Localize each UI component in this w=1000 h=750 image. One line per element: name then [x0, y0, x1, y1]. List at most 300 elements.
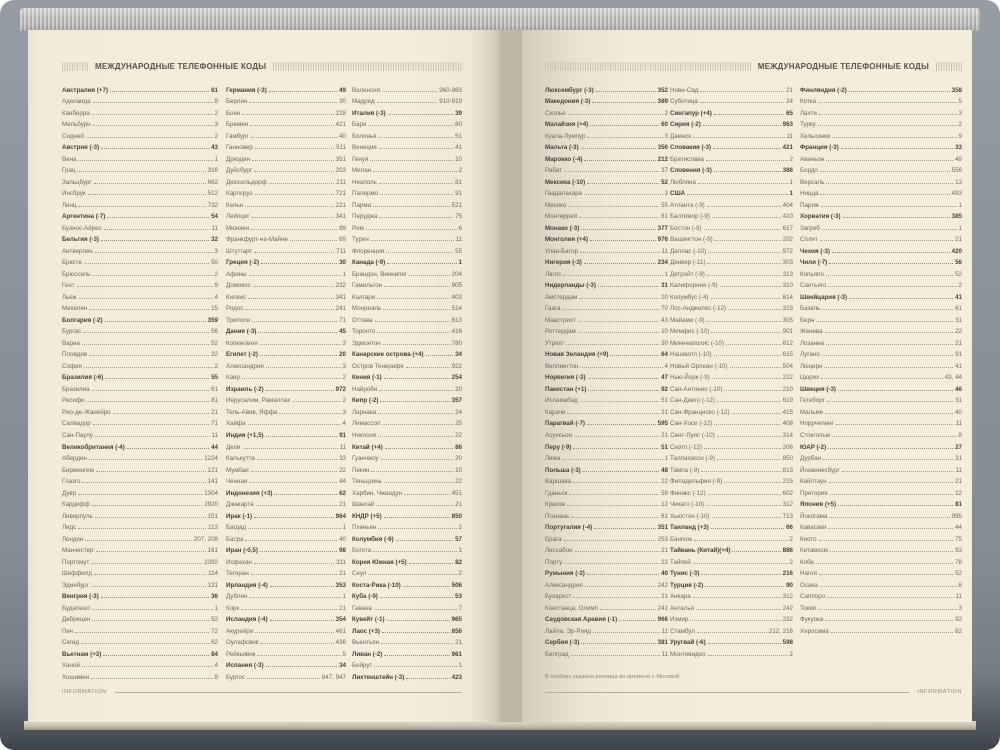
dot-leader — [255, 148, 334, 149]
code-entry — [62, 646, 218, 658]
codes-columns — [62, 82, 462, 681]
dot-leader — [720, 286, 781, 287]
entry-name: Гетеборг — [800, 397, 825, 405]
entry-name: Измир — [670, 616, 689, 624]
entry-code: 21 — [955, 236, 962, 244]
entry-name: Каир — [226, 374, 240, 382]
entry-code: 2 — [789, 558, 793, 566]
code-entry — [545, 255, 668, 267]
entry-code: 91 — [339, 431, 346, 439]
entry-code: 41 — [955, 362, 962, 370]
code-entry — [670, 232, 793, 244]
code-entry — [670, 128, 793, 140]
entry-code: 21 — [661, 431, 668, 439]
right-page — [500, 30, 972, 722]
entry-name: Чехия (-3) — [800, 247, 830, 255]
entry-name: Дуйсбург — [226, 167, 253, 175]
dot-leader — [388, 114, 454, 115]
entry-name: Гавана — [352, 604, 372, 612]
entry-name: Бейрут — [352, 662, 373, 670]
entry-code: 51 — [661, 397, 668, 405]
code-entry — [352, 117, 462, 129]
entry-code: 354 — [335, 616, 346, 624]
entry-code: 359 — [207, 316, 218, 324]
dot-leader — [292, 401, 340, 402]
code-entry — [226, 393, 346, 405]
entry-code: 21 — [955, 339, 962, 347]
dot-leader — [821, 206, 957, 207]
entry-code: 512 — [207, 190, 218, 198]
entry-name: Монтеррей — [545, 213, 578, 221]
page-footer — [545, 689, 962, 695]
entry-name: Портсмут — [62, 558, 90, 566]
entry-code: 31 — [955, 316, 962, 324]
entry-code: 234 — [657, 259, 668, 267]
entry-name: Анталья — [670, 604, 694, 612]
dot-leader — [382, 91, 437, 92]
code-entry — [800, 289, 962, 301]
code-entry — [670, 393, 793, 405]
dot-leader — [584, 263, 656, 264]
dot-leader — [92, 114, 213, 115]
code-entry — [670, 105, 793, 117]
dot-leader — [266, 436, 338, 437]
entry-code: 215 — [782, 478, 793, 486]
entry-name: Монако (-3) — [545, 224, 580, 232]
dot-leader — [687, 194, 787, 195]
entry-name: Чикаго (-10) — [670, 501, 705, 509]
entry-code: 21 — [661, 593, 668, 601]
entry-code: 21 — [339, 570, 346, 578]
entry-name: Парагвай (-7) — [545, 420, 585, 428]
entry-code: 21 — [786, 86, 793, 94]
dot-leader — [255, 632, 334, 633]
code-entry — [226, 600, 346, 612]
dot-leader — [374, 666, 456, 667]
entry-name: Гамильтон — [352, 282, 383, 290]
entry-code: 5 — [958, 98, 962, 106]
entry-code: 60 — [661, 121, 668, 129]
code-entry — [545, 105, 668, 117]
entry-name: Сент-Луис (-10) — [670, 431, 715, 439]
entry-code: 6 — [458, 224, 462, 232]
code-entry — [226, 82, 346, 94]
entry-code: 323 — [782, 305, 793, 313]
entry-name: Ларнака — [352, 408, 377, 416]
dot-leader — [385, 448, 453, 449]
entry-code: 20 — [339, 351, 346, 359]
entry-code: 21 — [455, 639, 462, 647]
entry-code: 55 — [455, 247, 462, 255]
code-entry — [352, 255, 462, 267]
entry-name: Палермо — [352, 190, 379, 198]
entry-name: Чили (-7) — [800, 259, 828, 267]
entry-code: 1 — [664, 270, 668, 278]
entry-code: 732 — [207, 201, 218, 209]
entry-code: 1 — [342, 524, 346, 532]
entry-code: 5 — [342, 650, 346, 658]
entry-name: Дамаск — [670, 132, 692, 140]
entry-name: Богота — [352, 547, 372, 555]
dot-leader — [717, 459, 781, 460]
dot-leader — [89, 355, 209, 356]
entry-code: 3 — [958, 109, 962, 117]
entry-code: 613 — [451, 316, 462, 324]
entry-name: Ганновер — [226, 144, 253, 152]
dot-leader — [254, 517, 334, 518]
code-entry — [800, 301, 962, 313]
dot-leader — [704, 229, 781, 230]
entry-code: 617 — [782, 224, 793, 232]
dot-leader — [571, 655, 660, 656]
code-entry — [670, 508, 793, 520]
dot-leader — [831, 632, 953, 633]
dot-leader — [829, 517, 949, 518]
dot-leader — [245, 540, 337, 541]
dot-leader — [377, 102, 437, 103]
codes-column — [545, 82, 668, 658]
dot-leader — [368, 574, 456, 575]
entry-code: 511 — [336, 144, 346, 152]
entry-name: Килкис — [226, 293, 246, 301]
code-entry — [545, 623, 668, 635]
entry-name: София — [62, 362, 82, 370]
code-entry — [800, 232, 962, 244]
entry-name: Нигерия (-3) — [545, 259, 582, 267]
entry-name: Калькутта — [226, 455, 255, 463]
entry-code: 211 — [336, 178, 346, 186]
code-entry — [800, 220, 962, 232]
page-header — [545, 60, 962, 73]
dot-leader — [96, 551, 206, 552]
dot-leader — [714, 171, 781, 172]
dot-leader — [714, 424, 780, 425]
dot-leader — [697, 632, 767, 633]
dot-leader — [88, 194, 206, 195]
entry-name: Флоренция — [352, 247, 385, 255]
dot-leader — [829, 482, 954, 483]
dot-leader — [568, 206, 659, 207]
left-page — [28, 30, 500, 722]
code-entry — [545, 266, 668, 278]
dot-leader — [594, 528, 655, 529]
dot-leader — [701, 574, 780, 575]
code-entry — [670, 451, 793, 463]
entry-name: Домокос — [226, 282, 251, 290]
code-entry — [62, 324, 218, 336]
entry-code: 20 — [661, 293, 668, 301]
dot-leader — [698, 183, 788, 184]
entry-name: Бухарест — [545, 593, 572, 601]
entry-name: Балтимор (-9) — [670, 213, 710, 221]
code-entry — [352, 566, 462, 578]
entry-code: 22 — [339, 466, 346, 474]
entry-code: 386 — [782, 167, 793, 175]
entry-name: Абердин — [62, 455, 87, 463]
code-entry — [800, 474, 962, 486]
code-entry — [62, 520, 218, 532]
entry-name: Испания (-3) — [226, 662, 264, 670]
dot-leader — [829, 263, 953, 264]
entry-code: 2 — [214, 270, 218, 278]
entry-code: 82 — [955, 627, 962, 635]
dot-leader — [826, 160, 953, 161]
code-entry — [670, 404, 793, 416]
entry-name: Ченнаи — [226, 478, 248, 486]
dot-leader — [581, 229, 655, 230]
dot-leader — [256, 505, 338, 506]
entry-code: 303 — [782, 259, 793, 267]
entry-code: 15 — [211, 305, 218, 313]
dot-leader — [373, 171, 456, 172]
entry-name: Мумбаи — [226, 466, 249, 474]
entry-name: Франция (-3) — [800, 144, 839, 152]
entry-code: 253 — [657, 535, 668, 543]
entry-code: 131 — [207, 581, 218, 589]
code-entry — [352, 174, 462, 186]
entry-code: 595 — [657, 420, 668, 428]
dot-leader — [842, 471, 954, 472]
entry-name: Буэнос-Айрес — [62, 224, 102, 232]
dot-leader — [82, 344, 209, 345]
entry-name: Вашингтон (-9) — [670, 236, 713, 244]
entry-name: Дрезден — [226, 155, 251, 163]
code-entry — [545, 197, 668, 209]
code-entry — [670, 117, 793, 129]
entry-name: Лагос — [545, 270, 562, 278]
code-entry — [226, 635, 346, 647]
entry-code: 2 — [458, 570, 462, 578]
code-entry — [226, 531, 346, 543]
dot-leader — [378, 413, 453, 414]
code-entry — [800, 312, 962, 324]
dot-leader — [819, 574, 953, 575]
entry-name: Сеул — [352, 570, 367, 578]
dot-leader — [562, 459, 662, 460]
entry-code: 780 — [451, 339, 462, 347]
code-entry — [352, 393, 462, 405]
code-entry — [226, 174, 346, 186]
code-entry — [670, 623, 793, 635]
dot-leader — [825, 620, 953, 621]
entry-code: 614 — [782, 293, 793, 301]
entry-name: Хошимин — [62, 673, 90, 681]
code-entry — [352, 232, 462, 244]
code-entry — [800, 209, 962, 221]
code-entry — [352, 612, 462, 624]
entry-name: Брандон, Виннипег — [352, 270, 408, 278]
entry-name: Турция (-2) — [670, 581, 704, 589]
code-entry — [352, 474, 462, 486]
entry-code: 1 — [958, 201, 962, 209]
entry-name: Индонезия (+3) — [226, 489, 273, 497]
code-entry — [670, 646, 793, 658]
entry-code: 32 — [211, 351, 218, 359]
code-entry — [62, 497, 218, 509]
entry-name: США — [670, 190, 686, 198]
entry-code: 91 — [955, 351, 962, 359]
dot-leader — [821, 378, 943, 379]
entry-name: Монреаль — [352, 305, 382, 313]
code-entry — [62, 404, 218, 416]
entry-name: Дания (-3) — [226, 328, 257, 336]
entry-code: 3 — [664, 190, 668, 198]
entry-name: Анкара — [670, 593, 691, 601]
entry-name: КНДР (+5) — [352, 512, 382, 520]
dot-leader — [581, 643, 655, 644]
code-entry — [670, 82, 793, 94]
entry-name: Токио — [800, 604, 817, 612]
entry-name: Инсбрук — [62, 190, 86, 198]
dot-leader — [92, 609, 212, 610]
entry-name: Авиньон — [800, 155, 825, 163]
code-entry — [352, 243, 462, 255]
entry-name: Багдад — [226, 524, 247, 532]
dot-leader — [830, 494, 954, 495]
entry-name: Нагоя — [800, 570, 817, 578]
entry-code: 2392 — [204, 558, 218, 566]
code-entry — [352, 82, 462, 94]
dot-leader — [588, 378, 660, 379]
dot-leader — [426, 355, 454, 356]
code-entry — [800, 439, 962, 451]
code-entry — [352, 128, 462, 140]
code-entry — [670, 197, 793, 209]
code-entry — [545, 94, 668, 106]
entry-code: 619 — [782, 397, 793, 405]
dot-leader — [379, 148, 453, 149]
dot-leader — [728, 309, 781, 310]
entry-code: 20 — [455, 455, 462, 463]
entry-name: Германия (-3) — [226, 86, 267, 94]
entry-code: 8 — [214, 673, 218, 681]
entry-name: Финикс (-12) — [670, 489, 706, 497]
code-entry — [545, 370, 668, 382]
dot-leader — [251, 574, 337, 575]
entry-name: Финляндия (-2) — [800, 86, 847, 94]
entry-name: Новая Зеландия (+9) — [545, 351, 609, 359]
dot-leader — [86, 401, 209, 402]
dot-leader — [404, 494, 450, 495]
entry-code: 493 — [951, 190, 962, 198]
code-entry — [670, 151, 793, 163]
dot-leader — [587, 183, 659, 184]
code-entry — [226, 266, 346, 278]
code-entry — [800, 485, 962, 497]
entry-name: Генуя — [352, 155, 369, 163]
entry-code: 75 — [955, 535, 962, 543]
code-entry — [670, 301, 793, 313]
dot-leader — [700, 102, 784, 103]
entry-name: Гданьск — [545, 489, 568, 497]
entry-name: Мехелен — [62, 305, 88, 313]
entry-name: Монголия (+4) — [545, 236, 589, 244]
entry-code: 203 — [335, 167, 346, 175]
dot-leader — [104, 229, 210, 230]
code-entry — [545, 566, 668, 578]
dot-leader — [573, 482, 659, 483]
entry-name: Харбин, Чжаодун — [352, 489, 402, 497]
entry-name: Копьяпо — [800, 270, 824, 278]
code-entry — [352, 105, 462, 117]
entry-code: 141 — [207, 478, 218, 486]
code-entry — [545, 312, 668, 324]
entry-code: 713 — [782, 512, 793, 520]
dot-leader — [374, 609, 457, 610]
dot-leader — [826, 183, 953, 184]
code-entry — [62, 163, 218, 175]
entry-name: Улан-Батор — [545, 247, 579, 255]
entry-code: 241 — [335, 305, 346, 313]
code-entry — [226, 566, 346, 578]
entry-code: 351 — [335, 155, 346, 163]
code-entry — [670, 174, 793, 186]
code-entry — [545, 600, 668, 612]
entry-name: Майами (-9) — [670, 316, 705, 324]
entry-code: 11 — [661, 627, 668, 635]
dot-leader — [95, 517, 206, 518]
code-entry — [62, 128, 218, 140]
code-entry — [800, 94, 962, 106]
entry-code: 847, 947 — [321, 673, 346, 681]
entry-code: 416 — [451, 328, 462, 336]
code-entry — [545, 174, 668, 186]
entry-code: 71 — [211, 420, 218, 428]
entry-code: 11 — [661, 247, 668, 255]
code-entry — [62, 243, 218, 255]
dot-leader — [93, 424, 209, 425]
dot-leader — [94, 574, 206, 575]
dot-leader — [732, 551, 780, 552]
entry-name: Басра — [226, 535, 244, 543]
entry-code: 2 — [958, 121, 962, 129]
code-entry — [670, 324, 793, 336]
dot-leader — [252, 217, 334, 218]
code-entry — [670, 220, 793, 232]
entry-name: Рим — [352, 224, 364, 232]
dot-leader — [92, 505, 203, 506]
entry-code: 961 — [451, 650, 462, 658]
entry-code: 10 — [455, 155, 462, 163]
entry-name: Италия (-3) — [352, 109, 386, 117]
entry-code: 813 — [782, 466, 793, 474]
dot-leader — [707, 275, 781, 276]
entry-code: 2 — [789, 535, 793, 543]
dot-leader — [381, 459, 453, 460]
code-entry — [670, 497, 793, 509]
entry-code: 963 — [782, 121, 793, 129]
entry-code: 972 — [782, 247, 793, 255]
entry-code: 93 — [955, 547, 962, 555]
entry-code: 81 — [211, 397, 218, 405]
entry-name: Сан-Хосе (-12) — [670, 420, 713, 428]
entry-code: 514 — [451, 305, 462, 313]
entry-code: 61 — [211, 86, 218, 94]
entry-name: Бургас — [62, 328, 82, 336]
dot-leader — [701, 471, 780, 472]
entry-name: Дувр — [62, 489, 77, 497]
dot-leader — [822, 229, 957, 230]
code-entry — [800, 163, 962, 175]
dot-leader — [252, 321, 337, 322]
code-entry — [352, 635, 462, 647]
entry-code: 995 — [951, 512, 962, 520]
dot-leader — [832, 436, 957, 437]
entry-code: 57 — [455, 535, 462, 543]
dot-leader — [819, 114, 957, 115]
entry-code: 10 — [455, 466, 462, 474]
code-entry — [226, 439, 346, 451]
